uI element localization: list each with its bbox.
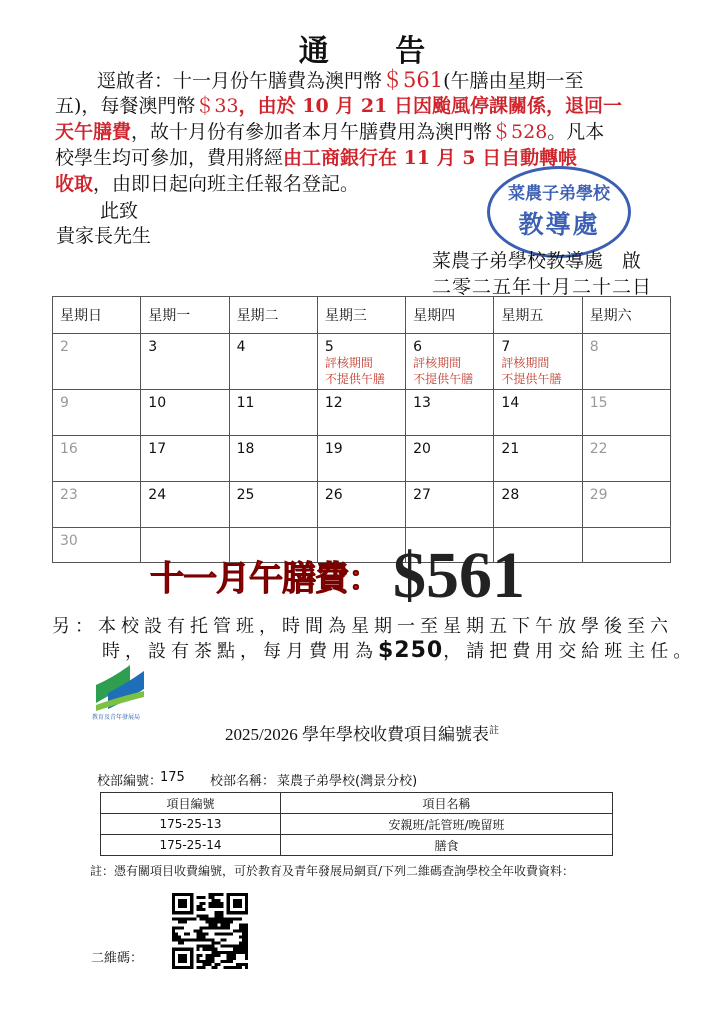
notice-line-1 [97, 67, 584, 94]
header-mon: 星期一 [141, 297, 229, 334]
november-calendar [52, 296, 671, 563]
stamp-department: 教導處 [518, 210, 600, 239]
calendar-day: 9 [53, 390, 141, 436]
october-fee-amount: ＄528 [492, 121, 548, 143]
qr-label: 二維碼： [91, 951, 144, 966]
notice-line-4 [55, 145, 577, 171]
calendar-day: 27 [406, 482, 494, 528]
calendar-day: 24 [141, 482, 229, 528]
notice-text: ，由即日起向班主任報名登記。 [93, 173, 360, 195]
calendar-day: 10 [141, 390, 229, 436]
calendar-day: 15 [582, 390, 670, 436]
daycare-note-line-1: 另：本校設有托管班，時間為星期一至星期五下午放學後至六 [52, 616, 673, 637]
school-stamp [487, 166, 631, 258]
calendar-week [53, 436, 671, 482]
typhoon-refund-text: ，由於 10 月 21 日因颱風停課關係，退回一 [238, 95, 622, 117]
calendar-week [53, 390, 671, 436]
calendar-day: 2 [53, 334, 141, 390]
daycare-fee-amount: $250 [378, 638, 444, 663]
no-lunch-note: 不提供午膳 [413, 372, 474, 386]
calendar-day: 19 [317, 436, 405, 482]
notice-line-3 [55, 119, 604, 145]
collect-text: 收取 [55, 173, 94, 195]
notice-line-5 [55, 171, 359, 197]
refund-text: 天午膳費 [55, 121, 132, 143]
calendar-week [53, 334, 671, 390]
logo-text: 教育及青年發展局 [92, 714, 141, 721]
item-name: 安親班/託管班/晚留班 [281, 814, 613, 835]
header-sun: 星期日 [53, 297, 141, 334]
calendar-day: 29 [582, 482, 670, 528]
calendar-day: 3 [141, 334, 229, 390]
calendar-day: 4 [229, 334, 317, 390]
calendar-day-exam [317, 334, 405, 390]
lunch-fee-amount: ＄561 [382, 68, 444, 92]
title-note-mark: 註 [488, 725, 499, 737]
fee-table-title-text: 2025/2026 學年學校收費項目編號表 [225, 725, 489, 744]
calendar-day: 16 [53, 436, 141, 482]
notice-title: 通 告 [298, 34, 454, 69]
calendar-day: 18 [229, 436, 317, 482]
exam-note: 評核期間 [324, 356, 373, 370]
fee-banner-label: 十一月午膳費： [150, 559, 381, 599]
header-wed: 星期三 [317, 297, 405, 334]
no-lunch-note: 不提供午膳 [324, 372, 385, 386]
daycare-text: ，請把費用交給班主任。 [443, 641, 697, 662]
school-name: 菜農子弟學校(灣景分校) [277, 774, 418, 789]
signature-org: 菜農子弟學校教導處 啟 [432, 250, 642, 272]
calendar-week [53, 482, 671, 528]
fee-code-header-row [101, 793, 613, 814]
fee-table-title [0, 720, 724, 745]
school-name-label: 校部名稱： [210, 774, 276, 789]
closing-salutation: 此致 [100, 200, 139, 222]
day-number: 7 [501, 339, 511, 355]
calendar-day: 13 [406, 390, 494, 436]
signature-date: 二零二五年十月二十二日 [432, 276, 653, 298]
calendar-day-exam [494, 334, 582, 390]
notice-text: 逕啟者：十一月份午膳費為澳門幣 [97, 70, 383, 92]
calendar-day: 23 [53, 482, 141, 528]
calendar-header-row [53, 297, 671, 334]
exam-note: 評核期間 [501, 356, 550, 370]
stamp-school-name: 菜農子弟學校 [508, 184, 610, 204]
fee-banner-amount: $561 [393, 539, 525, 612]
school-no-label: 校部編號： [97, 774, 163, 789]
calendar-day: 25 [229, 482, 317, 528]
calendar-day: 20 [406, 436, 494, 482]
table-row [101, 814, 613, 835]
notice-text: 校學生均可參加，費用將經 [55, 147, 284, 169]
fee-code-table [100, 792, 613, 856]
fee-footnote: 註：憑有關項目收費編號，可於教育及青年發展局網頁/下列二維碼查詢學校全年收費資料： [90, 864, 575, 878]
calendar-day: 30 [53, 528, 141, 563]
item-code: 175-25-14 [101, 835, 281, 856]
closing-recipient: 貴家長先生 [56, 225, 152, 247]
calendar-day: 8 [582, 334, 670, 390]
exam-note: 評核期間 [413, 356, 462, 370]
day-number: 5 [324, 339, 334, 355]
header-fri: 星期五 [494, 297, 582, 334]
table-row [101, 835, 613, 856]
header-thu: 星期四 [406, 297, 494, 334]
notice-text: 五)，每餐澳門幣 [55, 95, 196, 117]
notice-text: (午膳由星期一至 [443, 70, 584, 92]
calendar-day: 12 [317, 390, 405, 436]
calendar-day: 22 [582, 436, 670, 482]
notice-line-2 [55, 93, 622, 119]
daycare-note-line-2 [102, 637, 696, 663]
item-code: 175-25-13 [101, 814, 281, 835]
daycare-text: 時，設有茶點，每月費用為 [102, 641, 378, 662]
calendar-day: 17 [141, 436, 229, 482]
header-item-name: 項目名稱 [281, 793, 613, 814]
notice-text: ，故十月份有參加者本月午膳費用為澳門幣 [131, 121, 493, 143]
qr-code-icon[interactable] [172, 893, 248, 969]
calendar-day: 26 [317, 482, 405, 528]
calendar-day [582, 528, 670, 563]
calendar-day-exam [406, 334, 494, 390]
meal-price: ＄33 [195, 95, 239, 117]
day-number: 6 [413, 339, 423, 355]
item-name: 膳食 [281, 835, 613, 856]
no-lunch-note: 不提供午膳 [501, 372, 562, 386]
dsedj-logo-icon [94, 663, 146, 711]
header-tue: 星期二 [229, 297, 317, 334]
header-item-code: 項目編號 [101, 793, 281, 814]
school-no: 175 [160, 770, 185, 785]
bank-transfer-text: 由工商銀行在 11 月 5 日自動轉帳 [283, 147, 578, 169]
calendar-day: 28 [494, 482, 582, 528]
header-sat: 星期六 [582, 297, 670, 334]
calendar-day: 21 [494, 436, 582, 482]
notice-text: 。凡本 [547, 121, 605, 143]
calendar-day: 11 [229, 390, 317, 436]
calendar-day: 14 [494, 390, 582, 436]
